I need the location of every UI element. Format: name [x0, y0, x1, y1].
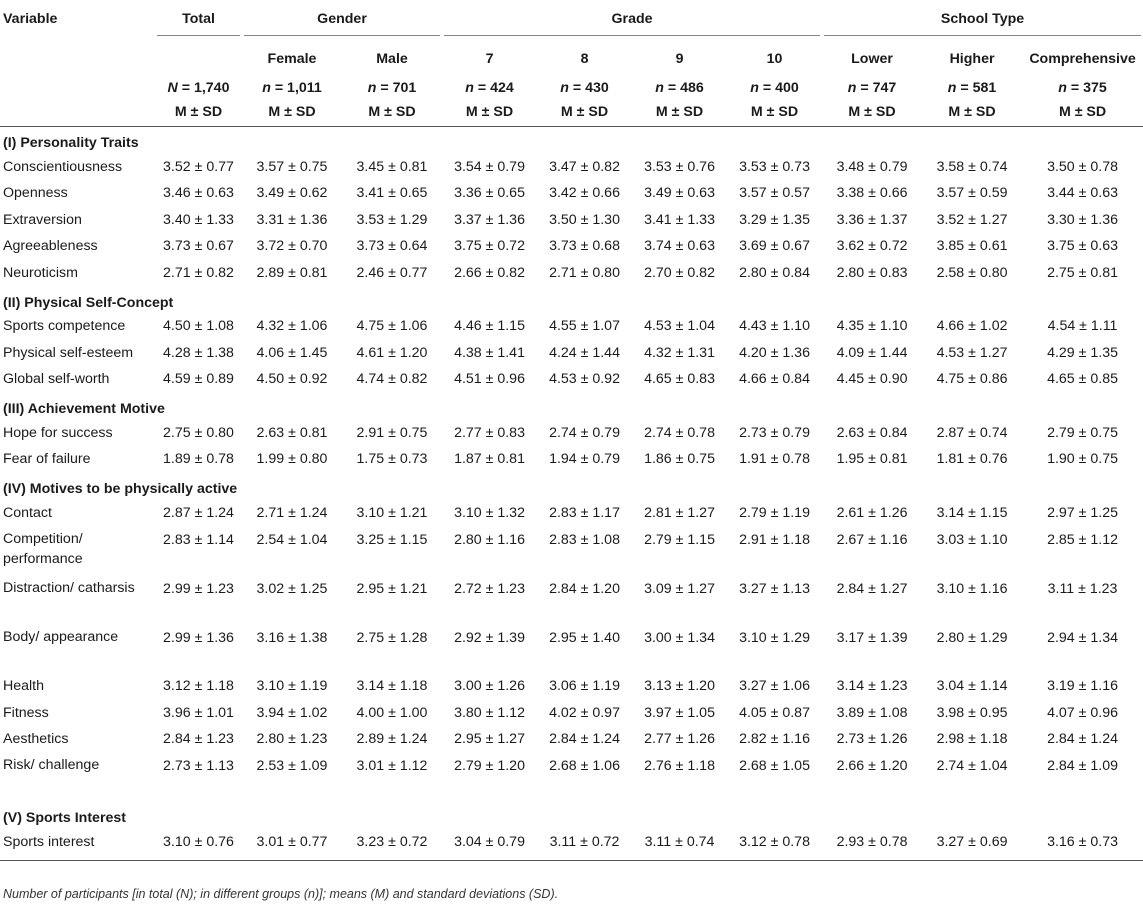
table-cell: 3.11 ± 0.72 [537, 829, 632, 860]
row-label: Openness [3, 185, 68, 202]
table-cell: 2.95 ± 1.27 [454, 731, 525, 748]
table-cell: 3.10 ± 1.19 [256, 678, 328, 695]
table-cell: 3.11 ± 0.74 [632, 829, 727, 860]
table-cell: 1.87 ± 0.81 [454, 451, 525, 468]
table-cell: 3.57 ± 0.75 [256, 158, 328, 175]
table-cell: 1.75 ± 0.73 [356, 451, 428, 468]
table-body [0, 127, 1143, 861]
header-msd: M ± SD [155, 98, 242, 127]
table-cell: 1.89 ± 0.78 [163, 451, 234, 468]
table-row [0, 500, 1143, 527]
table-cell: 4.55 ± 1.07 [549, 318, 620, 335]
table-cell: 4.45 ± 0.90 [836, 371, 908, 388]
table-cell: 3.36 ± 1.37 [836, 211, 908, 228]
row-label: Physical self-esteem [3, 344, 134, 361]
table-row [0, 527, 1143, 576]
table-cell: 3.72 ± 0.70 [256, 238, 328, 255]
table-cell: 4.53 ± 1.27 [936, 344, 1008, 361]
table-cell: 2.74 ± 0.79 [549, 424, 620, 441]
table-cell: 2.98 ± 1.18 [936, 731, 1008, 748]
table-cell: 3.54 ± 0.79 [454, 158, 525, 175]
table-cell: 3.98 ± 0.95 [936, 704, 1008, 721]
table-cell: 4.75 ± 0.86 [936, 371, 1008, 388]
table-cell: 3.02 ± 1.25 [256, 580, 328, 597]
table-cell: 4.53 ± 1.04 [644, 318, 715, 335]
header-n: n = 400 [750, 80, 799, 96]
table-row [0, 700, 1143, 727]
table-cell: 3.73 ± 0.68 [549, 238, 620, 255]
table-cell: 2.75 ± 0.81 [1047, 264, 1118, 281]
table-cell: 4.02 ± 0.97 [549, 704, 620, 721]
table-cell: 3.10 ± 1.32 [454, 504, 525, 521]
row-label: Hope for success [3, 424, 113, 441]
table-cell: 4.28 ± 1.38 [163, 344, 234, 361]
table-row [0, 625, 1143, 674]
table-cell: 3.27 ± 0.69 [922, 829, 1022, 860]
table-cell: 2.84 ± 1.20 [549, 580, 620, 597]
table-cell: 1.95 ± 0.81 [836, 451, 908, 468]
table-cell: 3.10 ± 0.76 [155, 829, 242, 860]
table-cell: 4.38 ± 1.41 [454, 344, 525, 361]
table-cell: 2.95 ± 1.21 [356, 580, 428, 597]
table-cell: 3.03 ± 1.10 [936, 531, 1008, 548]
table-cell: 4.61 ± 1.20 [356, 344, 428, 361]
table-cell: 1.99 ± 0.80 [256, 451, 328, 468]
header-sub: Higher [949, 51, 995, 67]
header-msd: M ± SD [632, 98, 727, 127]
table-cell: 2.97 ± 1.25 [1047, 504, 1118, 521]
table-cell: 2.75 ± 0.80 [163, 424, 234, 441]
table-cell: 4.66 ± 1.02 [936, 318, 1008, 335]
row-label: Sports competence [3, 318, 126, 335]
table-cell: 3.46 ± 0.63 [163, 185, 234, 202]
table-cell: 3.57 ± 0.57 [739, 185, 810, 202]
table-cell: 2.58 ± 0.80 [936, 264, 1008, 281]
table-cell: 2.83 ± 1.14 [163, 531, 234, 548]
table-cell: 3.62 ± 0.72 [836, 238, 908, 255]
table-cell: 2.68 ± 1.05 [739, 758, 810, 774]
table-cell: 2.83 ± 1.17 [549, 504, 620, 521]
table-cell: 2.80 ± 0.83 [836, 264, 908, 281]
table-cell: 3.14 ± 1.18 [356, 678, 428, 695]
table-cell: 2.91 ± 1.18 [739, 531, 810, 548]
table-cell: 1.91 ± 0.78 [739, 451, 810, 468]
table-cell: 2.84 ± 1.09 [1047, 758, 1118, 774]
row-label: Fitness [3, 704, 49, 721]
header-sub: Female [267, 51, 317, 67]
section-header [0, 393, 1143, 420]
table-row [0, 314, 1143, 341]
row-label: Extraversion [3, 211, 82, 228]
table-cell: 3.94 ± 1.02 [256, 704, 328, 721]
table-cell: 2.71 ± 0.80 [549, 264, 620, 281]
section-header [0, 287, 1143, 314]
table-cell: 2.73 ± 1.13 [163, 758, 234, 774]
row-label: Sports interest [0, 829, 155, 860]
table-cell: 3.89 ± 1.08 [836, 704, 908, 721]
header-msd: M ± SD [1022, 98, 1143, 127]
section-header [0, 473, 1143, 500]
section-title: (IV) Motives to be physically active [3, 481, 238, 497]
table-cell: 3.40 ± 1.33 [163, 211, 234, 228]
table-cell: 4.65 ± 0.85 [1047, 371, 1118, 388]
table-cell: 4.43 ± 1.10 [739, 318, 810, 335]
header-msd: M ± SD [442, 98, 537, 127]
table-cell: 2.80 ± 1.16 [454, 531, 525, 548]
table-cell: 2.63 ± 0.84 [836, 424, 908, 441]
table-cell: 1.94 ± 0.79 [549, 451, 620, 468]
table-row [0, 154, 1143, 181]
table-cell: 3.41 ± 0.65 [356, 185, 428, 202]
table-cell: 3.80 ± 1.12 [454, 704, 525, 721]
table-cell: 3.50 ± 1.30 [549, 211, 620, 228]
table-cell: 3.16 ± 1.38 [256, 629, 328, 646]
header-gender: Gender [242, 6, 442, 43]
table-cell: 2.66 ± 1.20 [836, 758, 908, 774]
table-cell: 4.75 ± 1.06 [356, 318, 428, 335]
table-cell: 3.47 ± 0.82 [549, 158, 620, 175]
table-cell: 2.71 ± 0.82 [163, 264, 234, 281]
header-n-row [0, 76, 1143, 98]
table-cell: 3.85 ± 0.61 [936, 238, 1008, 255]
table-row [0, 181, 1143, 208]
header-msd: M ± SD [727, 98, 822, 127]
header-sub: Lower [851, 51, 893, 67]
header-n: n = 747 [847, 80, 897, 96]
table-cell: 3.00 ± 1.34 [644, 629, 715, 646]
table-cell: 3.10 ± 1.21 [356, 504, 428, 521]
table-cell: 2.82 ± 1.16 [739, 731, 810, 748]
table-cell: 3.58 ± 0.74 [936, 158, 1008, 175]
table-cell: 4.32 ± 1.31 [644, 344, 715, 361]
table-cell: 4.09 ± 1.44 [836, 344, 908, 361]
table-cell: 2.84 ± 1.24 [549, 731, 620, 748]
table-cell: 4.50 ± 0.92 [256, 371, 328, 388]
table-row [0, 674, 1143, 701]
table-cell: 3.41 ± 1.33 [644, 211, 715, 228]
table-cell: 2.84 ± 1.23 [163, 731, 234, 748]
table-cell: 3.38 ± 0.66 [836, 185, 908, 202]
table-cell: 4.05 ± 0.87 [739, 704, 810, 721]
table-cell: 3.29 ± 1.35 [739, 211, 810, 228]
table-row [0, 727, 1143, 754]
table-cell: 2.79 ± 1.20 [454, 758, 525, 774]
header-msd-row [0, 98, 1143, 127]
header-sub: 7 [485, 51, 494, 67]
table-cell: 2.80 ± 0.84 [739, 264, 810, 281]
table-row [0, 447, 1143, 474]
table-footnote: Number of participants [in total (N); in different groups (n)]; means (M) and standard deviations (SD). [3, 887, 559, 901]
row-label: Global self-worth [3, 371, 110, 388]
table-cell: 3.17 ± 1.39 [836, 629, 908, 646]
table-cell: 4.50 ± 1.08 [163, 318, 234, 335]
table-cell: 3.37 ± 1.36 [454, 211, 525, 228]
table-cell: 3.27 ± 1.13 [739, 580, 810, 597]
table-cell: 1.90 ± 0.75 [1047, 451, 1118, 468]
table-row [0, 340, 1143, 367]
header-msd: M ± SD [537, 98, 632, 127]
table-cell: 3.23 ± 0.72 [342, 829, 442, 860]
table-cell: 2.85 ± 1.12 [1047, 531, 1118, 548]
row-label: Health [3, 678, 45, 695]
table-cell: 3.01 ± 0.77 [242, 829, 342, 860]
table-row [0, 367, 1143, 394]
table-cell: 2.92 ± 1.39 [454, 629, 525, 646]
table-cell: 3.25 ± 1.15 [356, 531, 428, 548]
table-cell: 2.94 ± 1.34 [1047, 629, 1118, 646]
table-cell: 4.65 ± 0.83 [644, 371, 715, 388]
table-row [0, 576, 1143, 625]
table-cell: 3.73 ± 0.64 [356, 238, 428, 255]
table-cell: 3.12 ± 0.78 [727, 829, 822, 860]
header-n: n = 581 [947, 80, 997, 96]
table-row [0, 260, 1143, 287]
table-cell: 4.74 ± 0.82 [356, 371, 428, 388]
header-school-type: School Type [822, 6, 1143, 43]
table-cell: 4.46 ± 1.15 [454, 318, 525, 335]
table-cell: 3.00 ± 1.26 [454, 678, 525, 695]
table-cell: 2.74 ± 1.04 [936, 758, 1008, 774]
table-header [0, 6, 1143, 127]
table-cell: 4.24 ± 1.44 [549, 344, 620, 361]
table-cell: 2.54 ± 1.04 [256, 531, 328, 548]
table-cell: 3.49 ± 0.63 [644, 185, 715, 202]
row-label: Fear of failure [3, 451, 91, 468]
table-cell: 3.16 ± 0.73 [1022, 829, 1143, 860]
table-cell: 2.99 ± 1.36 [163, 629, 234, 646]
row-label: Competition/ performance [3, 530, 83, 567]
header-sub: 8 [580, 51, 589, 67]
table-cell: 2.79 ± 1.19 [739, 504, 810, 521]
table-cell: 2.71 ± 1.24 [256, 504, 328, 521]
table-cell: 2.70 ± 0.82 [644, 264, 715, 281]
table-cell: 3.52 ± 0.77 [163, 158, 234, 175]
table-cell: 3.48 ± 0.79 [836, 158, 908, 175]
header-sub: 9 [675, 51, 684, 67]
table-cell: 4.00 ± 1.00 [356, 704, 428, 721]
table-cell: 3.36 ± 0.65 [454, 185, 525, 202]
header-n: n = 430 [560, 80, 609, 96]
section-title: (III) Achievement Motive [3, 401, 165, 417]
table-cell: 2.74 ± 0.78 [644, 424, 715, 441]
table-cell: 2.53 ± 1.09 [256, 758, 328, 774]
table-cell: 2.80 ± 1.29 [936, 629, 1008, 646]
header-n: N = 1,740 [167, 80, 230, 96]
descriptive-stats-table [0, 6, 1143, 861]
table-cell: 2.72 ± 1.23 [454, 580, 525, 597]
table-cell: 3.10 ± 1.16 [936, 580, 1008, 597]
table-cell: 3.04 ± 0.79 [442, 829, 537, 860]
table-cell: 3.27 ± 1.06 [739, 678, 810, 695]
header-n: n = 424 [465, 80, 514, 96]
table-cell: 4.53 ± 0.92 [549, 371, 620, 388]
table-cell: 3.52 ± 1.27 [936, 211, 1008, 228]
table-cell: 4.20 ± 1.36 [739, 344, 810, 361]
table-cell: 2.79 ± 0.75 [1047, 424, 1118, 441]
table-cell: 4.06 ± 1.45 [256, 344, 328, 361]
table-row [0, 207, 1143, 234]
row-label: Distraction/ catharsis [3, 579, 135, 596]
table-cell: 3.96 ± 1.01 [163, 704, 234, 721]
table-cell: 3.53 ± 0.76 [644, 158, 715, 175]
row-label: Neuroticism [3, 264, 78, 281]
table-cell: 2.73 ± 1.26 [836, 731, 908, 748]
table-cell: 2.81 ± 1.27 [644, 504, 715, 521]
table-cell: 3.57 ± 0.59 [936, 185, 1008, 202]
table-cell: 4.07 ± 0.96 [1047, 704, 1118, 721]
row-label: Contact [3, 504, 52, 521]
header-sub: Comprehensive [1029, 51, 1136, 67]
table-cell: 3.31 ± 1.36 [256, 211, 328, 228]
table-cell: 2.91 ± 0.75 [356, 424, 428, 441]
table-cell: 4.32 ± 1.06 [256, 318, 328, 335]
table-cell: 2.75 ± 1.28 [356, 629, 428, 646]
table-cell: 2.66 ± 0.82 [454, 264, 525, 281]
table-cell: 2.46 ± 0.77 [356, 264, 428, 281]
row-label: Conscientiousness [3, 158, 123, 175]
table-cell: 3.13 ± 1.20 [644, 678, 715, 695]
header-msd: M ± SD [342, 98, 442, 127]
table-cell: 3.73 ± 0.67 [163, 238, 234, 255]
table-cell: 2.89 ± 0.81 [256, 264, 328, 281]
table-cell: 3.75 ± 0.72 [454, 238, 525, 255]
table-cell: 4.35 ± 1.10 [836, 318, 908, 335]
table-cell: 4.59 ± 0.89 [163, 371, 234, 388]
section-title: (I) Personality Traits [3, 135, 139, 151]
table-cell: 3.01 ± 1.12 [356, 758, 428, 774]
header-msd: M ± SD [242, 98, 342, 127]
table-cell: 2.84 ± 1.27 [836, 580, 908, 597]
section-header [0, 127, 1143, 155]
table-cell: 3.75 ± 0.63 [1047, 238, 1118, 255]
table-cell: 3.97 ± 1.05 [644, 704, 715, 721]
table-cell: 3.19 ± 1.16 [1047, 678, 1118, 695]
table-cell: 3.53 ± 1.29 [356, 211, 428, 228]
table-cell: 2.95 ± 1.40 [549, 629, 620, 646]
header-variable: Variable [3, 11, 58, 27]
header-sub: Male [376, 51, 408, 67]
table-cell: 2.67 ± 1.16 [836, 531, 908, 548]
header-sub: 10 [766, 51, 783, 67]
table-cell: 3.53 ± 0.73 [739, 158, 810, 175]
table-cell: 3.30 ± 1.36 [1047, 211, 1118, 228]
table-cell: 2.93 ± 0.78 [822, 829, 922, 860]
table-row [0, 829, 1143, 860]
table-cell: 3.12 ± 1.18 [163, 678, 234, 695]
table-cell: 2.76 ± 1.18 [644, 758, 715, 774]
row-label: Aesthetics [3, 731, 69, 748]
table-cell: 1.86 ± 0.75 [644, 451, 715, 468]
row-label: Risk/ challenge [3, 757, 100, 773]
header-n: n = 375 [1058, 80, 1107, 96]
table-cell: 2.89 ± 1.24 [356, 731, 428, 748]
header-grade: Grade [442, 6, 822, 43]
row-label: Agreeableness [3, 238, 98, 255]
table-cell: 3.69 ± 0.67 [739, 238, 810, 255]
header-n: n = 486 [655, 80, 704, 96]
table-cell: 3.49 ± 0.62 [256, 185, 328, 202]
header-msd: M ± SD [922, 98, 1022, 127]
table-cell: 2.79 ± 1.15 [644, 531, 715, 548]
section-title: (V) Sports Interest [3, 810, 126, 826]
table-cell: 3.06 ± 1.19 [549, 678, 620, 695]
table-cell: 2.80 ± 1.23 [256, 731, 328, 748]
table-cell: 2.83 ± 1.08 [549, 531, 620, 548]
table-cell: 4.54 ± 1.11 [1047, 318, 1118, 335]
table-cell: 3.04 ± 1.14 [936, 678, 1008, 695]
header-msd: M ± SD [822, 98, 922, 127]
table-cell: 2.63 ± 0.81 [256, 424, 328, 441]
table-cell: 3.50 ± 0.78 [1047, 158, 1118, 175]
table-cell: 3.45 ± 0.81 [356, 158, 428, 175]
section-title: (II) Physical Self-Concept [3, 294, 174, 311]
table-cell: 4.29 ± 1.35 [1047, 344, 1118, 361]
table-cell: 3.44 ± 0.63 [1047, 185, 1118, 202]
table-cell: 3.10 ± 1.29 [739, 629, 810, 646]
table-cell: 2.87 ± 1.24 [163, 504, 234, 521]
table-cell: 4.51 ± 0.96 [454, 371, 525, 388]
table-cell: 3.14 ± 1.15 [936, 504, 1008, 521]
header-n: n = 1,011 [262, 80, 322, 96]
table-row [0, 234, 1143, 261]
table-cell: 2.73 ± 0.79 [739, 424, 810, 441]
table-cell: 2.68 ± 1.06 [549, 758, 620, 774]
table-cell: 2.84 ± 1.24 [1047, 731, 1118, 748]
header-total: Total [155, 6, 242, 43]
table-cell: 3.14 ± 1.23 [836, 678, 908, 695]
header-n: n = 701 [367, 80, 417, 96]
table-cell: 1.81 ± 0.76 [936, 451, 1008, 468]
section-header [0, 802, 1143, 829]
table-cell: 3.42 ± 0.66 [549, 185, 620, 202]
table-cell: 2.87 ± 0.74 [936, 424, 1008, 441]
table-cell: 2.77 ± 0.83 [454, 424, 525, 441]
table-cell: 3.74 ± 0.63 [644, 238, 715, 255]
table-cell: 2.61 ± 1.26 [836, 504, 908, 521]
row-label: Body/ appearance [3, 628, 119, 645]
table-cell: 3.09 ± 1.27 [644, 580, 715, 597]
table-cell: 2.77 ± 1.26 [644, 731, 715, 748]
table-cell: 4.66 ± 0.84 [739, 371, 810, 388]
table-cell: 3.11 ± 1.23 [1047, 580, 1118, 597]
table-row [0, 753, 1143, 802]
table-cell: 2.99 ± 1.23 [163, 580, 234, 597]
table-row [0, 420, 1143, 447]
